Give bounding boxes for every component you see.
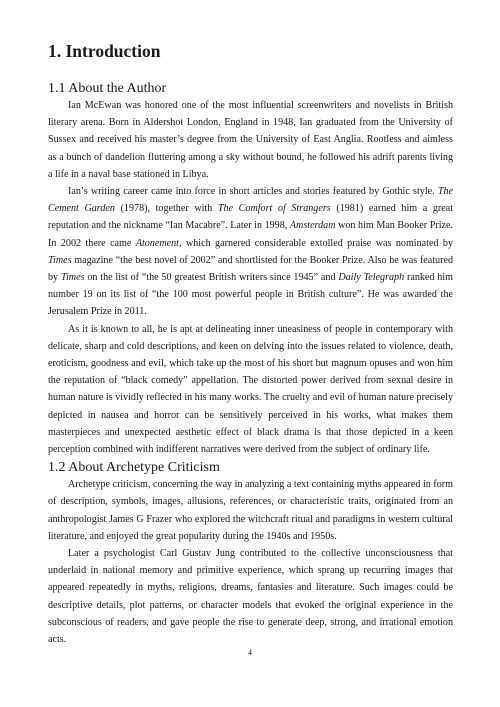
paragraph [48,183,453,321]
book-title: Amsterdam [289,220,336,232]
publication-title: Times [48,254,72,266]
text-run: magazine “the best novel of 2002” and shortlisted for the Booker Prize. Also he was featured by [48,254,453,284]
book-title: Atonement [135,237,179,249]
text-run: Ian’s writing career came into force in short articles and stories featured by Gothic style. [68,186,438,198]
text-run: on the list of “the 50 greatest British writers since 1945” and [84,272,339,284]
publication-title: Daily Telegraph [338,272,405,284]
paragraph: Ian McEwan was honored one of the most influential screenwriters and novelists in British literary arena. Born in Aldershot London, England in 1948, Ian graduated from the University of Sussex and received his master’s degree from the University of East Anglia. Rootless and aimless as a bunch of dandelion fluttering among a sky without bound, he followed his adrift parents living a life in a naval base stationed in Libya. [48,100,453,180]
text-run: , which garnered considerable extolled praise was nominated by [178,237,453,249]
text-run: (1978), together with [114,203,218,215]
paragraph: Archetype criticism, concerning the way in analyzing a text containing myths appeared in form of description, symbols, images, allusions, references, or characteristic traits, originated from an anthropologist James G Frazer who explored the witchcraft ritual and paradigms in western cultural literature, and enjoyed the great popularity during the 1940s and 1950s. [48,479,453,542]
text-run: ranked him number 19 on its list of “the 100 most powerful people in British culture”. He was awarded the Jerusalem Prize in 2011. [48,272,453,318]
paragraph: Later a psychologist Carl Gustav Jung contributed to the collective unconsciousness that underlaid in national memory and primitive experience, which sprang up recurring images that appeared repeatedly in myths, religions, dreams, fantasies and literature. Such images could be descriptive details, plot patterns, or character models that evoked the original experience in the subconscious of readers, and gave people the rise to generate deep, strong, and irrational emotion acts. [48,548,453,646]
section-heading-about-author: 1.1 About the Author [48,81,167,96]
book-title: The Cement Garden [48,186,453,215]
section-heading-archetype-criticism: 1.2 About Archetype Criticism [48,460,220,476]
page-number: 4 [248,648,252,657]
publication-title: Times [60,272,85,284]
text-run: (1981) earned him a great reputation and the nickname “Ian Macabre”. Later in 1998, [48,203,454,232]
paragraph: As it is known to all, he is apt at delineating inner uneasiness of people in contemporary with delicate, sharp and cold descriptions, and keen on delving into the issues related to violence, death, eroticism, goodness and evil, which take up the most of his short but magnum opuses and won him the reputation of “black comedy” appellation. The distorted power derived from sexual desire in human nature is vividly reflected in his many works. The cruelty and evil of human nature precisely depicted in nausea and horror can be sensitively perceived in his works, what makes them masterpieces and unexpected aesthetic effect of black drama is that those depicted in a keen perception combined with indifferent narratives were derived from the subject of ordinary life. [48,323,453,456]
document-page [48,40,453,648]
chapter-title: 1. Introduction [48,41,161,61]
book-title: The Comfort of Strangers [217,203,331,215]
text-run: won him Man Booker Prize. In 2002 there came [48,220,454,249]
